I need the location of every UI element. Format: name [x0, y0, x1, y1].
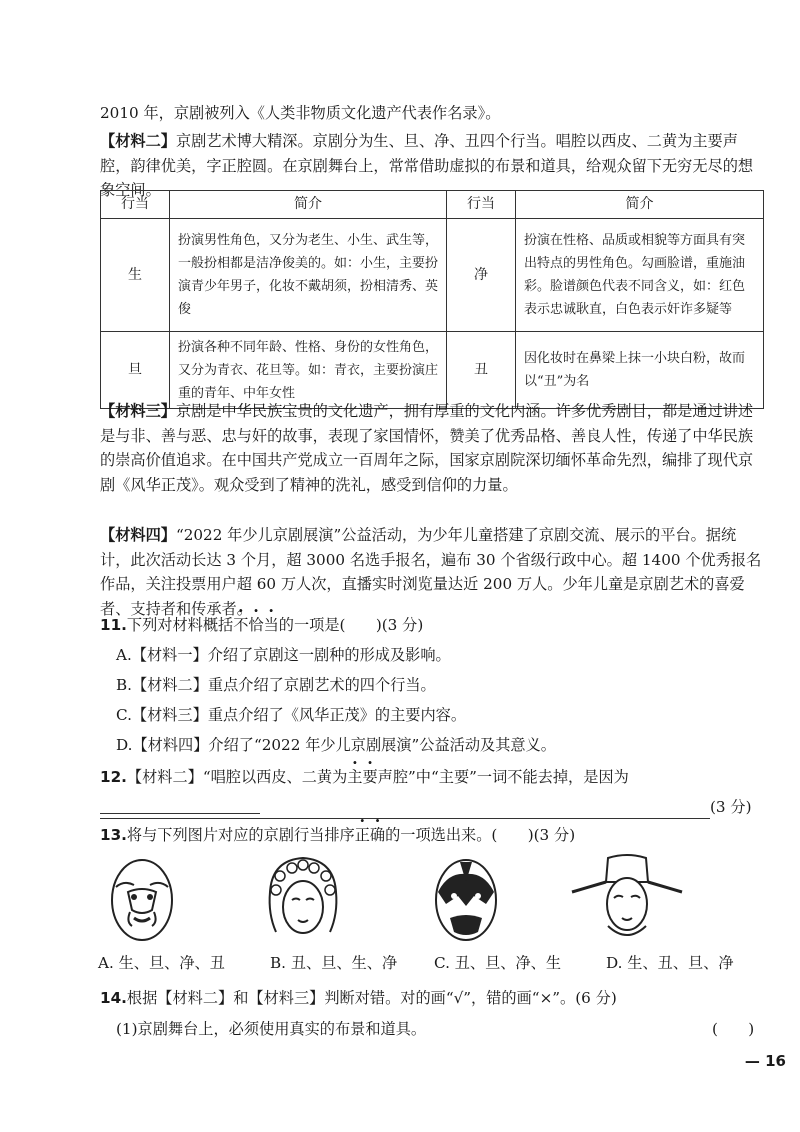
question-14 [100, 986, 764, 1011]
question-12-line-2 [100, 795, 764, 819]
material-3 [100, 399, 764, 497]
material-3-tag: 【材料三】 [100, 402, 176, 420]
question-number: 12. [100, 768, 127, 786]
choice-c[interactable]: C. 丑、旦、净、生 [434, 954, 562, 972]
judgement-answer-paren[interactable]: ( ) [712, 1020, 755, 1038]
emphasis-char: 当 [263, 616, 279, 634]
emphasis-char: 不 [233, 616, 249, 634]
intro-tail: 2010 年，京剧被列入《人类非物质文化遗产代表作名录》。 [100, 104, 501, 122]
question-text: 的一项是( )(3 分) [278, 616, 424, 634]
choice-d[interactable]: D. 生、丑、旦、净 [606, 954, 734, 972]
question-number: 13. [100, 826, 127, 844]
score-label: (3 分) [710, 798, 752, 816]
role-cell: 生 [101, 219, 170, 332]
table-header-row [101, 191, 764, 219]
question-text: 的一项选出来。( )(3 分) [385, 826, 576, 844]
question-text: 声腔”中“主要”一词不能去掉，是因为 [377, 768, 629, 786]
desc-cell: 扮演各种不同年龄、性格、身份的女性角色，又分为青衣、花旦等。如：青衣，主要扮演庄重的青年、中年女性 [170, 332, 447, 409]
dan-female-face-image[interactable] [262, 852, 344, 944]
material-4-text: “2022 年少儿京剧展演”公益活动，为少年儿童搭建了京剧交流、展示的平台。据统计，此次活动长达 3 个月，超 3000 名选手报名，遍布 30 个省级行政中心。超 1400 个优秀报名作品，关注投票用户超 60 万人次，直播实时浏览量达近 200 万人。少年儿童是京剧艺术的喜爱者、支持者和传承者。 [100, 526, 762, 618]
emphasis-char: 要 [362, 768, 378, 786]
table-row [101, 332, 764, 409]
emphasis-char: 主 [347, 768, 363, 786]
role-cell: 旦 [101, 332, 170, 409]
question-11 [100, 613, 764, 638]
desc-cell: 因化妆时在鼻梁上抹一小块白粉，故而以“丑”为名 [516, 332, 764, 409]
choice-b[interactable]: B. 丑、旦、生、净 [270, 954, 398, 972]
emphasis-char: 确 [369, 826, 386, 844]
table-header: 行当 [447, 191, 516, 219]
question-number: 14. [100, 989, 127, 1007]
option-a[interactable]: A.【材料一】介绍了京剧这一剧种的形成及影响。 [116, 646, 451, 664]
answer-line[interactable] [100, 818, 710, 819]
table-header: 简介 [516, 191, 764, 219]
sheng-male-face-image[interactable] [568, 852, 686, 944]
page-number: — 16 [744, 1052, 786, 1070]
material-2-text: 京剧艺术博大精深。京剧分为生、旦、净、丑四个行当。唱腔以西皮、二黄为主要声腔，韵律优美，字正腔圆。在京剧舞台上，常常借助虚拟的布景和道具，给观众留下无穷无尽的想象空间。 [100, 132, 754, 199]
question-13 [100, 823, 764, 848]
emphasis-char: 正 [354, 826, 370, 844]
material-3-text: 京剧是中华民族宝贵的文化遗产，拥有厚重的文化内涵。许多优秀剧目，都是通过讲述是与非、善与恶、忠与奸的故事，表现了家国情怀，赞美了优秀品格、善良人性，传递了中华民族的崇高价值追求。在中国共产党成立一百周年之际，国家京剧院深切缅怀革命先烈，编排了现代京剧《风华正茂》。观众受到了精神的洗礼，感受到信仰的力量。 [100, 402, 754, 494]
option-c[interactable]: C.【材料三】重点介绍了《风华正茂》的主要内容。 [116, 706, 467, 724]
question-text: 【材料二】“唱腔以西皮、二黄为 [126, 768, 348, 786]
material-4-tag: 【材料四】 [100, 526, 176, 544]
material-2-tag: 【材料二】 [100, 132, 176, 150]
question-text: 下列对材料概括 [126, 616, 234, 634]
emphasis-char: 恰 [248, 616, 264, 634]
role-cell: 净 [447, 219, 516, 332]
jing-painted-face-image[interactable] [428, 852, 504, 944]
desc-cell: 扮演男性角色，又分为老生、小生、武生等，一般扮相都是洁净俊美的。如：小生，主要扮演青少年男子，化妆不戴胡须，扮相清秀、英俊 [170, 219, 447, 332]
question-text: 将与下列图片对应的京剧行当排序 [126, 826, 355, 844]
option-d[interactable]: D.【材料四】介绍了“2022 年少儿京剧展演”公益活动及其意义。 [116, 736, 556, 754]
option-b[interactable]: B.【材料二】重点介绍了京剧艺术的四个行当。 [116, 676, 436, 694]
chou-clown-face-image[interactable] [104, 852, 180, 944]
desc-cell: 扮演在性格、品质或相貌等方面具有突出特点的男性角色。勾画脸谱，重施油彩。脸谱颜色代表不同含义，如：红色表示忠诚耿直，白色表示奸诈多疑等 [516, 219, 764, 332]
table-header: 简介 [170, 191, 447, 219]
table-row [101, 219, 764, 332]
material-4 [100, 523, 764, 621]
choice-a[interactable]: A. 生、旦、净、丑 [98, 954, 225, 972]
question-number: 11. [100, 616, 127, 634]
question-text: 根据【材料二】和【材料三】判断对错。对的画“√”，错的画“×”。(6 分) [126, 989, 617, 1007]
judgement-item-1: (1)京剧舞台上，必须使用真实的布景和道具。 [116, 1020, 427, 1038]
role-cell: 丑 [447, 332, 516, 409]
table-header: 行当 [101, 191, 170, 219]
role-table [100, 190, 764, 409]
